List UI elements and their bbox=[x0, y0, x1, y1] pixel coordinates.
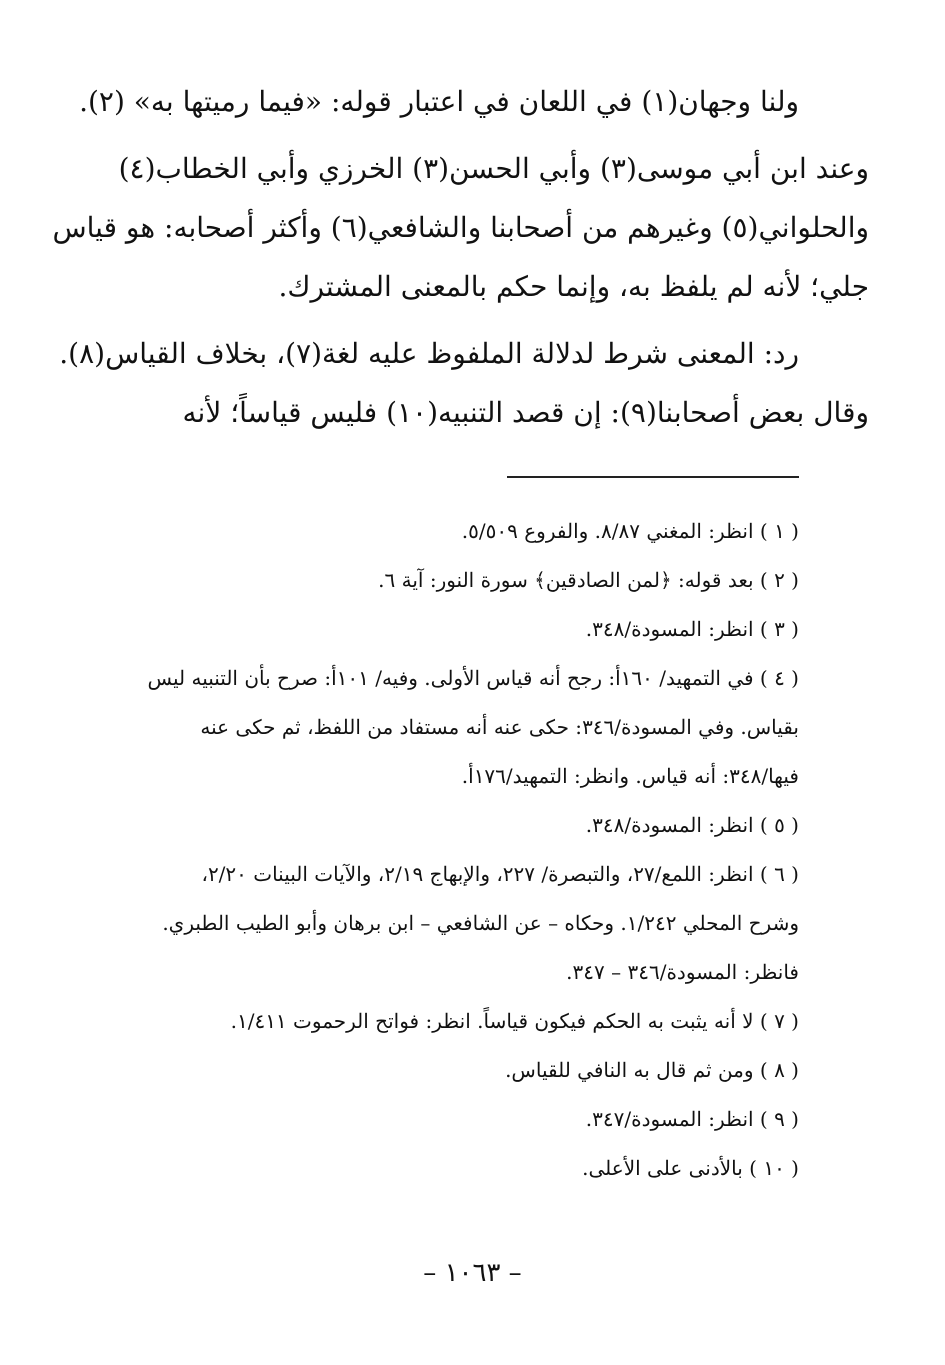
footnote-divider bbox=[507, 476, 799, 478]
main-line-6: وقال بعض أصحابنا(٩): إن قصد التنبيه(١٠) فليس قياساً؛ لأنه bbox=[182, 396, 869, 429]
footnote-4-cont-2: فيها/٣٤٨: أنه قياس. وانظر: التمهيد/١٧٦أ. bbox=[461, 764, 799, 788]
footnote-6-cont-1: وشرح المحلي ١/٢٤٢. وحكاه – عن الشافعي – ابن برهان وأبو الطيب الطبري. bbox=[162, 911, 799, 935]
footnote-6-cont-2: فانظر: المسودة/٣٤٦ – ٣٤٧. bbox=[566, 960, 799, 984]
footnote-4-cont-1: بقياس. وفي المسودة/٣٤٦: حكى عنه أنه مستفاد من اللفظ، ثم حكى عنه bbox=[200, 715, 799, 739]
main-line-5: رد: المعنى شرط لدلالة الملفوظ عليه لغة(٧)، بخلاف القياس(٨). bbox=[59, 337, 799, 370]
footnote-3: ( ٣ ) انظر: المسودة/٣٤٨. bbox=[585, 617, 799, 641]
footnote-9: ( ٩ ) انظر: المسودة/٣٤٧. bbox=[585, 1107, 799, 1131]
footnote-7: ( ٧ ) لا أنه يثبت به الحكم فيكون قياساً. انظر: فواتح الرحموت ١/٤١١. bbox=[230, 1009, 799, 1033]
footnote-10: ( ١٠ ) بالأدنى على الأعلى. bbox=[582, 1156, 799, 1180]
main-line-2: وعند ابن أبي موسى(٣) وأبي الحسن(٣) الخرزي وأبي الخطاب(٤) bbox=[118, 152, 869, 185]
page-number: – ١٠٦٣ – bbox=[423, 1258, 522, 1288]
footnote-6: ( ٦ ) انظر: اللمع/٢٧، والتبصرة/ ٢٢٧، والإبهاج ٢/١٩، والآيات البينات ٢/٢٠، bbox=[201, 862, 799, 886]
footnote-4: ( ٤ ) في التمهيد/ ١٦٠أ: رجح أنه قياس الأولى. وفيه/ ١٠١أ: صرح بأن التنبيه ليس bbox=[147, 666, 799, 690]
footnote-5: ( ٥ ) انظر: المسودة/٣٤٨. bbox=[585, 813, 799, 837]
main-line-1: ولنا وجهان(١) في اللعان في اعتبار قوله: «فيما رميتها به» (٢). bbox=[79, 85, 799, 118]
main-text bbox=[52, 72, 869, 442]
footnote-1: ( ١ ) انظر: المغني ٨/٨٧. والفروع ٥/٥٠٩. bbox=[461, 519, 799, 543]
footnotes bbox=[76, 507, 799, 1193]
footnote-8: ( ٨ ) ومن ثم قال به النافي للقياس. bbox=[505, 1058, 799, 1082]
main-line-3: والحلواني(٥) وغيرهم من أصحابنا والشافعي(٦) وأكثر أصحابه: هو قياس bbox=[52, 211, 869, 244]
main-line-4: جلي؛ لأنه لم يلفظ به، وإنما حكم بالمعنى المشترك. bbox=[278, 270, 869, 303]
footnote-2: ( ٢ ) بعد قوله: ﴿لمن الصادقين﴾ سورة النور: آية ٦. bbox=[378, 568, 799, 592]
